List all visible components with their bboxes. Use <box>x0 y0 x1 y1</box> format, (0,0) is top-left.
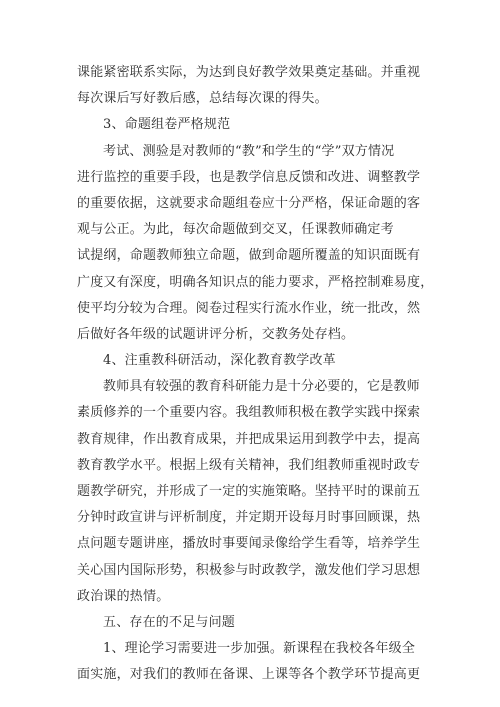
paragraph-line: 试提纲，命题教师独立命题，做到命题所覆盖的知识面既有 <box>77 248 421 264</box>
paragraph-line: 后做好各年级的试题讲评分析，交教务处存档。 <box>77 326 355 342</box>
paragraph-line: 考试、测验是对教师的“教”和学生的“学”双方情况 <box>103 143 395 159</box>
paragraph-line: 题教学研究，并形成了一定的实施策略。坚持平时的课前五 <box>77 484 421 499</box>
paragraph-line: 1、理论学习需要进一步加强。新课程在我校各年级全 <box>103 641 416 657</box>
paragraph-line: 使平均分较为合理。阅卷过程实行流水作业，统一批改，然 <box>77 300 421 316</box>
paragraph-line: 的重要依据，这就要求命题组卷应十分严格，保证命题的客 <box>77 195 421 211</box>
paragraph-line: 每次课后写好教后感，总结每次课的得失。 <box>77 91 328 107</box>
paragraph-line: 进行监控的重要手段，也是教学信息反馈和改进、调整教学 <box>77 169 421 185</box>
section-heading: 五、存在的不足与问题 <box>103 614 236 630</box>
section-heading: 4、注重教科研活动，深化教育教学改革 <box>103 353 336 369</box>
paragraph-line: 课能紧密联系实际，为达到良好教学效果奠定基础。并重视 <box>77 65 421 80</box>
section-heading: 3、命题组卷严格规范 <box>103 117 231 133</box>
paragraph-line: 政治课的热情。 <box>77 588 170 604</box>
paragraph-line: 素质修养的一个重要内容。我组教师积极在教学实践中探索 <box>77 405 421 421</box>
paragraph-line: 教育教学水平。根据上级有关精神，我们组教师重视时政专 <box>77 457 421 473</box>
paragraph-line: 教育规律，作出教育成果，并把成果运用到教学中去，提高 <box>77 431 421 447</box>
paragraph-line: 教师具有较强的教育科研能力是十分必要的，它是教师 <box>103 379 420 395</box>
document-body <box>77 60 434 689</box>
paragraph-line: 点问题专题讲座，播放时事要闻录像给学生看等，培养学生 <box>77 536 421 552</box>
paragraph-line: 分钟时政宣讲与评析制度，并定期开设每月时事回顾课，热 <box>77 510 421 526</box>
paragraph-line: 广度又有深度，明确各知识点的能力要求，严格控制难易度， <box>77 274 434 290</box>
paragraph-line: 关心国内国际形势，积极参与时政教学，激发他们学习思想 <box>77 562 421 578</box>
paragraph-line: 观与公正。为此，每次命题做到交叉，任课教师确定考 <box>77 222 394 238</box>
paragraph-line: 面实施，对我们的教师在备课、上课等各个教学环节提高更 <box>77 667 421 683</box>
